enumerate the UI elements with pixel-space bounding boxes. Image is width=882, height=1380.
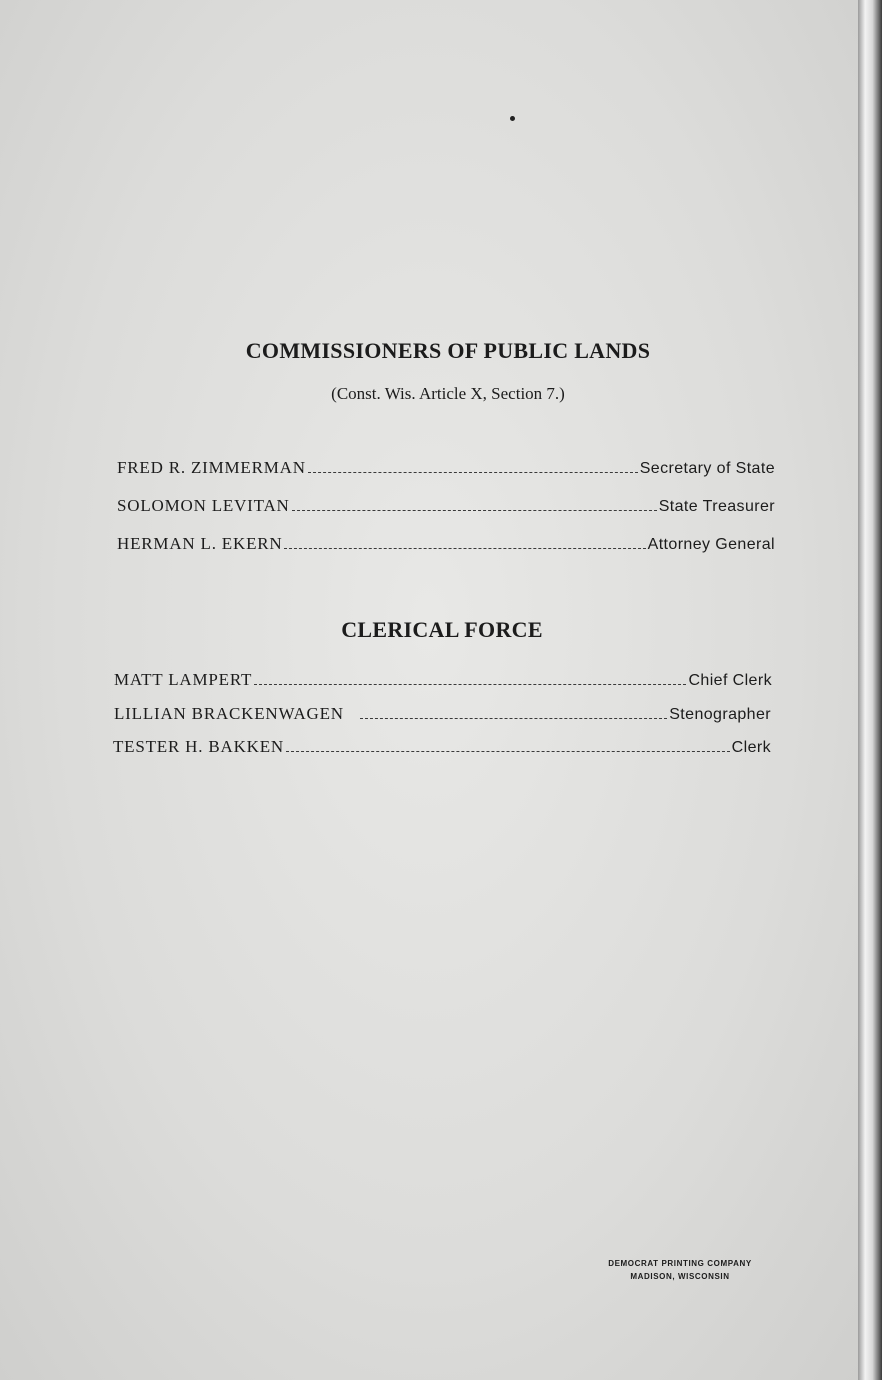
- dot-leader: [254, 684, 686, 685]
- commissioner-row: [117, 496, 775, 516]
- clerk-role: Clerk: [731, 739, 771, 756]
- dot-leader: [308, 472, 638, 473]
- clerk-row: [114, 670, 772, 690]
- commissioner-name: FRED R. ZIMMERMAN: [117, 458, 306, 477]
- imprint-city: MADISON, WISCONSIN: [630, 1272, 730, 1281]
- clerk-role: Chief Clerk: [688, 672, 772, 689]
- clerk-role: Stenographer: [669, 706, 771, 723]
- imprint-company: DEMOCRAT PRINTING COMPANY: [608, 1259, 752, 1268]
- commissioner-role: Secretary of State: [639, 460, 775, 477]
- commissioner-name: SOLOMON LEVITAN: [117, 496, 290, 515]
- clerk-row: [114, 704, 771, 724]
- clerk-name: TESTER H. BAKKEN: [113, 737, 284, 756]
- dot-leader: [292, 510, 657, 511]
- clerical-heading: CLERICAL FORCE: [341, 617, 543, 642]
- commissioners-citation: (Const. Wis. Article X, Section 7.): [331, 384, 565, 403]
- commissioner-row: [117, 458, 775, 478]
- commissioner-row: [117, 534, 775, 554]
- ink-speck: [510, 116, 515, 121]
- commissioner-role: Attorney General: [647, 536, 775, 553]
- commissioner-role: State Treasurer: [658, 498, 775, 515]
- dot-leader: [360, 718, 667, 719]
- clerk-name: MATT LAMPERT: [114, 670, 253, 689]
- commissioner-name: HERMAN L. EKERN: [117, 534, 283, 553]
- clerk-name: LILLIAN BRACKENWAGEN: [114, 704, 344, 723]
- clerk-row: [113, 737, 771, 757]
- page-edge: [858, 0, 882, 1380]
- printer-imprint: [590, 1257, 770, 1283]
- dot-leader: [286, 751, 730, 752]
- dot-leader: [284, 548, 645, 549]
- commissioners-heading: COMMISSIONERS OF PUBLIC LANDS: [245, 338, 651, 363]
